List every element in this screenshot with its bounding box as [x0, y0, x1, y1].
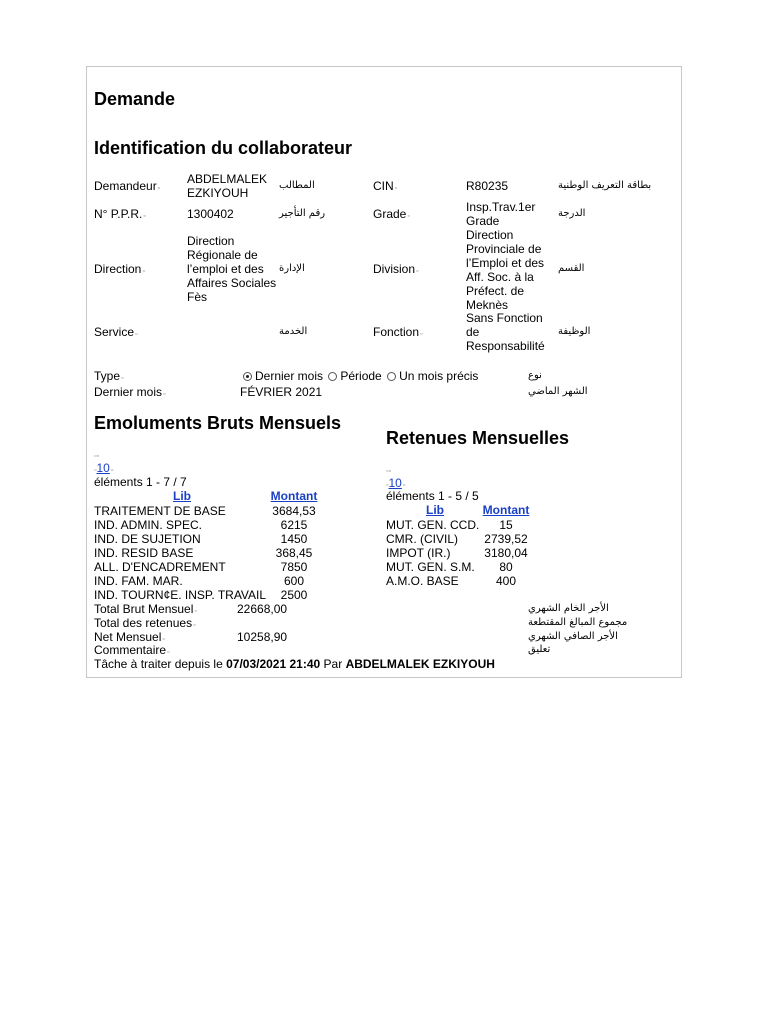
retenues-count: éléments 1 - 5 / 5: [386, 489, 479, 503]
emoluments-row-lib: IND. TOURN¢E. INSP. TRAVAIL: [94, 588, 267, 602]
emoluments-row-lib: IND. ADMIN. SPEC.: [94, 518, 203, 532]
fonction-label: Fonction▫: [373, 325, 423, 339]
type-radio-group: [243, 369, 478, 383]
retenues-col-montant[interactable]: Montant: [482, 503, 530, 517]
radio-icon[interactable]: [328, 372, 337, 381]
type-option-un-mois-precis[interactable]: Un mois précis: [387, 369, 478, 383]
field-marker-icon: ▫: [110, 467, 114, 474]
emoluments-marker: ▫▫: [94, 453, 99, 460]
field-marker-icon: ▫: [135, 331, 138, 338]
radio-selected-icon[interactable]: [243, 372, 252, 381]
retenues-row-lib: CMR. (CIVIL): [386, 532, 458, 546]
retenues-row-montant: 400: [495, 574, 517, 588]
ppr-label: N° P.P.R.▫: [94, 207, 146, 221]
commentaire-ar: تعليق: [528, 644, 551, 655]
emoluments-row-lib: IND. FAM. MAR.: [94, 574, 183, 588]
retenues-row-lib: A.M.O. BASE: [386, 574, 459, 588]
field-marker-icon: ▫: [420, 331, 423, 338]
emoluments-col-lib[interactable]: Lib: [173, 489, 191, 503]
heading-identification: Identification du collaborateur: [94, 138, 353, 158]
dernier-mois-value: FÉVRIER 2021: [240, 385, 323, 399]
field-marker-icon: ▫: [193, 622, 196, 629]
type-option-dernier-mois[interactable]: Dernier mois: [243, 369, 323, 383]
emoluments-page-size[interactable]: ▫10▫: [94, 461, 114, 475]
total-brut-ar: الأجر الخام الشهري: [528, 603, 609, 614]
division-ar: القسم: [558, 263, 585, 274]
dernier-mois-label: Dernier mois▫: [94, 385, 166, 399]
service-ar: الخدمة: [279, 326, 308, 337]
heading-retenues: Retenues Mensuelles: [386, 428, 570, 448]
field-marker-icon: ▫: [163, 391, 166, 398]
commentaire-label: Commentaire▫: [94, 643, 170, 657]
field-marker-icon: ▫: [143, 213, 146, 220]
emoluments-row-montant: 2500: [280, 588, 308, 602]
emoluments-row-lib: IND. RESID BASE: [94, 546, 194, 560]
heading-demande: Demande: [94, 89, 176, 109]
field-marker-icon: ▫: [386, 482, 389, 489]
task-footer-user: ABDELMALEK EZKIYOUH: [345, 657, 495, 671]
task-footer-prefix: Tâche à traiter depuis le: [94, 657, 223, 671]
direction-label: Direction▫: [94, 262, 145, 276]
retenues-row-montant: 80: [499, 560, 513, 574]
emoluments-row-montant: 600: [283, 574, 305, 588]
cin-label: CIN▫: [373, 179, 398, 193]
emoluments-row-montant: 3684,53: [272, 504, 316, 518]
emoluments-row-montant: 1450: [280, 532, 308, 546]
task-footer-date: 07/03/2021 21:40: [226, 657, 321, 671]
retenues-row-lib: MUT. GEN. CCD.: [386, 518, 480, 532]
retenues-col-lib[interactable]: Lib: [426, 503, 444, 517]
field-marker-icon: ▫: [402, 482, 406, 489]
direction-value: Direction Régionale de l’emploi et des Affaires Sociales Fès: [187, 234, 277, 304]
field-marker-icon: ▫: [162, 636, 165, 643]
grade-ar: الدرجة: [558, 208, 586, 219]
retenues-marker: ▫▫: [386, 468, 391, 475]
task-footer-par: Par: [323, 657, 343, 671]
fonction-ar: الوظيفة: [558, 326, 591, 337]
total-retenues-label: Total des retenues▫: [94, 616, 196, 630]
heading-emoluments: Emoluments Bruts Mensuels: [94, 413, 342, 433]
cin-ar: بطاقة التعريف الوطنية: [558, 180, 652, 191]
demandeur-value: ABDELMALEK EZKIYOUH: [187, 172, 268, 200]
grade-label: Grade▫: [373, 207, 410, 221]
field-marker-icon: ▫: [94, 467, 97, 474]
type-option-periode[interactable]: Période: [328, 369, 381, 383]
total-brut-label: Total Brut Mensuel▫: [94, 602, 197, 616]
fonction-value: Sans Fonction de Responsabilité: [466, 311, 545, 353]
total-retenues-ar: مجموع المبالغ المقتطعة: [528, 617, 628, 628]
field-marker-icon: ▫: [394, 185, 398, 192]
emoluments-row-montant: 7850: [280, 560, 308, 574]
emoluments-row-montant: 368,45: [275, 546, 313, 560]
grade-value: Insp.Trav.1er Grade: [466, 200, 536, 228]
retenues-row-lib: MUT. GEN. S.M.: [386, 560, 475, 574]
type-label: Type▫: [94, 369, 124, 383]
field-marker-icon: ▫: [121, 375, 124, 382]
type-ar: نوع: [528, 370, 542, 381]
emoluments-row-lib: ALL. D'ENCADREMENT: [94, 560, 226, 574]
direction-ar: الإدارة: [279, 263, 305, 274]
demandeur-label: Demandeur▫: [94, 179, 161, 193]
ppr-value: 1300402: [187, 207, 234, 221]
total-brut-value: 22668,00: [237, 602, 288, 616]
emoluments-row-lib: TRAITEMENT DE BASE: [94, 504, 226, 518]
service-label: Service▫: [94, 325, 138, 339]
field-marker-icon: ▫: [407, 213, 410, 220]
retenues-row-montant: 15: [499, 518, 513, 532]
cin-value: R80235: [466, 179, 509, 193]
ppr-ar: رقم التأجير: [279, 208, 326, 219]
retenues-row-montant: 3180,04: [484, 546, 528, 560]
demandeur-ar: المطالب: [279, 180, 315, 191]
field-marker-icon: ▫: [194, 608, 197, 615]
retenues-page-size[interactable]: ▫10▫: [386, 476, 406, 490]
field-marker-icon: ▫: [416, 268, 419, 275]
task-footer: [94, 657, 495, 671]
retenues-row-montant: 2739,52: [484, 532, 528, 546]
radio-icon[interactable]: [387, 372, 396, 381]
division-value: Direction Provinciale de l’Emploi et des Aff. Soc. à la Préfect. de Meknès: [466, 228, 545, 312]
emoluments-count: éléments 1 - 7 / 7: [94, 475, 187, 489]
emoluments-col-montant[interactable]: Montant: [270, 489, 318, 503]
field-marker-icon: ▫: [142, 268, 145, 275]
net-mensuel-label: Net Mensuel▫: [94, 630, 165, 644]
emoluments-row-lib: IND. DE SUJETION: [94, 532, 201, 546]
field-marker-icon: ▫: [157, 185, 161, 192]
net-mensuel-value: 10258,90: [237, 630, 288, 644]
retenues-row-lib: IMPOT (IR.): [386, 546, 451, 560]
division-label: Division▫: [373, 262, 419, 276]
emoluments-row-montant: 6215: [280, 518, 308, 532]
net-mensuel-ar: الأجر الصافي الشهري: [528, 631, 618, 642]
dernier-mois-ar: الشهر الماضي: [528, 386, 588, 397]
field-marker-icon: ▫: [167, 649, 170, 656]
